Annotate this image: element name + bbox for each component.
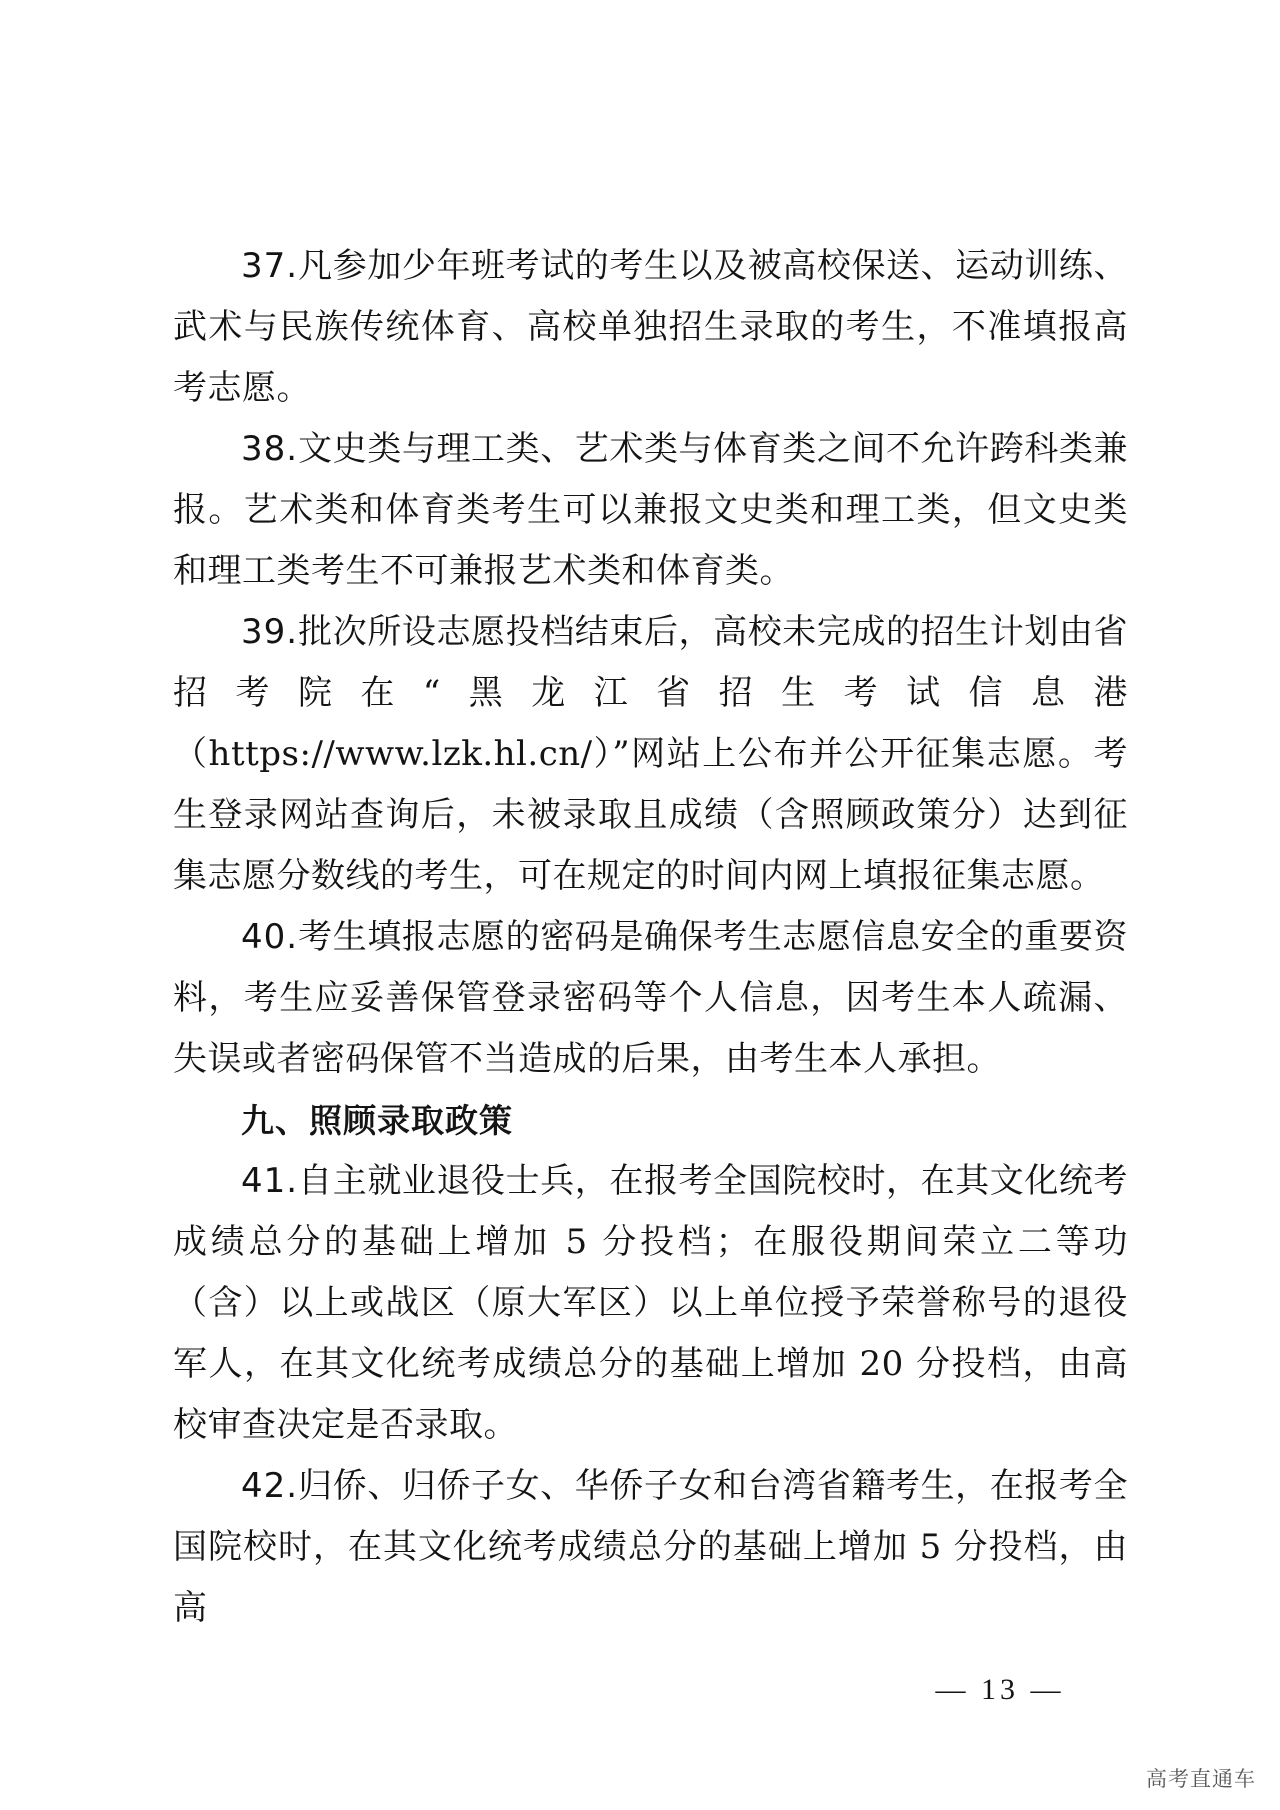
paragraph-text: 自主就业退役士兵，在报考全国院校时，在其文化统考成绩总分的基础上增加 5 分投档；在服役期间荣立二等功（含）以上或战区（原大军区）以上单位授予荣誉称号的退役军人，在其文化统考成绩总分的基础上增加 20 分投档，由高校审查决定是否录取。 [173, 1161, 1128, 1445]
paragraph-number: 41. [241, 1161, 299, 1201]
paragraph-42 [173, 1456, 1128, 1639]
paragraph-number: 38. [241, 429, 299, 469]
paragraph-number: 37. [241, 246, 299, 286]
page-number: — 13 — [935, 1673, 1065, 1706]
paragraph-39 [173, 602, 1128, 907]
paragraph-40 [173, 907, 1128, 1090]
section-heading: 九、照顾录取政策 [241, 1101, 513, 1140]
paragraph-number: 39. [241, 612, 299, 652]
watermark-text: 高考直通车 [1146, 1767, 1256, 1791]
paragraph-text: 批次所设志愿投档结束后，高校未完成的招生计划由省招考院在“黑龙江省招生考试信息港（https://www.lzk.hl.cn/）”网站上公布并公开征集志愿。考生登录网站查询后，未被录取且成绩（含照顾政策分）达到征集志愿分数线的考生，可在规定的时间内网上填报征集志愿。 [173, 612, 1128, 896]
paragraph-37 [173, 236, 1128, 419]
paragraph-number: 42. [241, 1466, 299, 1506]
document-body [173, 236, 1128, 1639]
paragraph-number: 40. [241, 917, 299, 957]
paragraph-text: 文史类与理工类、艺术类与体育类之间不允许跨科类兼报。艺术类和体育类考生可以兼报文史类和理工类，但文史类和理工类考生不可兼报艺术类和体育类。 [173, 429, 1128, 591]
paragraph-text: 归侨、归侨子女、华侨子女和台湾省籍考生，在报考全国院校时，在其文化统考成绩总分的基础上增加 5 分投档，由高 [173, 1466, 1128, 1628]
paragraph-38 [173, 419, 1128, 602]
paragraph-text: 考生填报志愿的密码是确保考生志愿信息安全的重要资料，考生应妥善保管登录密码等个人信息，因考生本人疏漏、失误或者密码保管不当造成的后果，由考生本人承担。 [173, 917, 1128, 1079]
paragraph-41 [173, 1151, 1128, 1456]
paragraph-text: 凡参加少年班考试的考生以及被高校保送、运动训练、武术与民族传统体育、高校单独招生录取的考生，不准填报高考志愿。 [173, 246, 1128, 408]
